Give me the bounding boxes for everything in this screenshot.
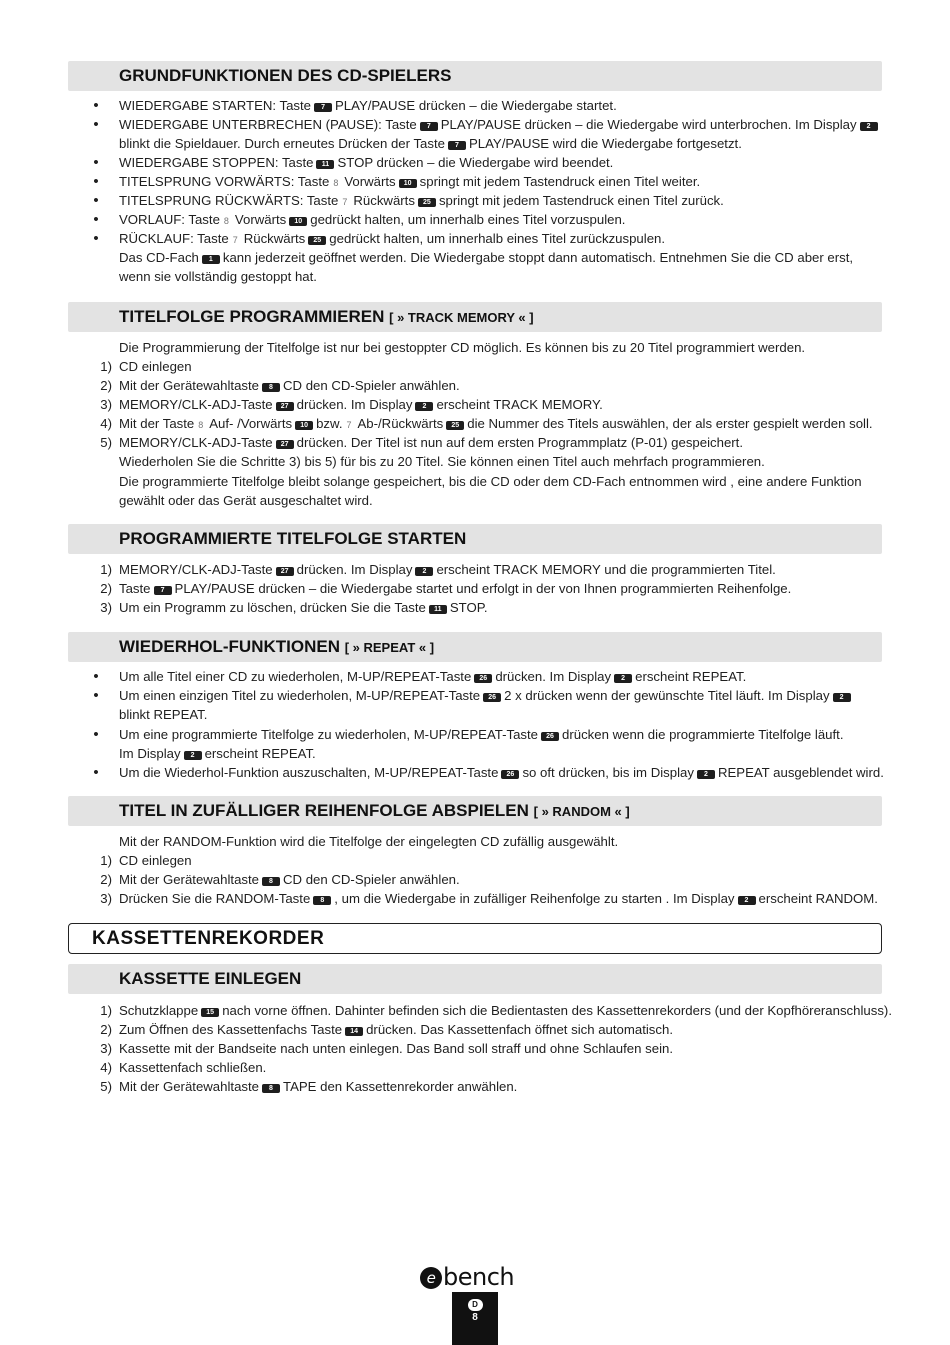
key-8-icon: 8 <box>262 877 280 886</box>
logo-mark-icon: e <box>420 1267 442 1289</box>
cd-line-rewind: RÜCKLAUF: Taste 7 Rückwärts 25 gedrückt halten, um innerhalb eines Titel zurückzuspulen. <box>119 231 666 246</box>
key-7-icon: 7 <box>420 122 438 131</box>
heading-subtitle: [ » RANDOM « ] <box>533 804 630 819</box>
step-number: 3) <box>100 600 112 615</box>
random-step-1: CD einlegen <box>119 853 192 868</box>
cassette-step-5: Mit der Gerätewahltaste 8 TAPE den Kassettenrekorder anwählen. <box>119 1079 518 1094</box>
cd-line-tray-cont: wenn sie vollständig gestoppt hat. <box>119 269 317 284</box>
bullet: • <box>93 726 99 743</box>
page-number-box <box>452 1292 498 1345</box>
bullet: • <box>93 192 99 209</box>
step-number: 1) <box>100 853 112 868</box>
key-8-icon: 8 <box>262 383 280 392</box>
cd-line-tray: Das CD-Fach 1 kann jederzeit geöffnet werden. Die Wiedergabe stoppt dann automatisch. Entnehmen Sie die CD aber erst, <box>119 250 854 265</box>
repeat-one-cont: blinkt REPEAT. <box>119 707 208 722</box>
prog-step-1: CD einlegen <box>119 359 192 374</box>
prog-note-3: gewählt oder das Gerät ausgeschaltet wird. <box>119 493 373 508</box>
key-26-icon: 26 <box>483 693 501 702</box>
key-26-icon: 26 <box>541 732 559 741</box>
section-heading-program-start <box>68 524 882 554</box>
key-2-icon: 2 <box>833 693 851 702</box>
key-11-icon: 11 <box>429 605 447 614</box>
start-step-3: Um ein Programm zu löschen, drücken Sie die Taste 11 STOP. <box>119 600 488 615</box>
prog-step-2: Mit der Gerätewahltaste 8 CD den CD-Spieler anwählen. <box>119 378 460 393</box>
repeat-off: Um die Wiederhol-Funktion auszuschalten, M-UP/REPEAT-Taste 26 so oft drücken, bis im Display 2 REPEAT ausgeblendet wird. <box>119 765 884 780</box>
heading-subtitle: [ » REPEAT « ] <box>344 640 435 655</box>
key-2-icon: 2 <box>415 402 433 411</box>
step-number: 3) <box>100 891 112 906</box>
key-27-icon: 27 <box>276 567 294 576</box>
key-10-icon: 10 <box>295 421 313 430</box>
prog-step-3: MEMORY/CLK-ADJ-Taste 27 drücken. Im Display 2 erscheint TRACK MEMORY. <box>119 397 603 412</box>
key-10-icon: 10 <box>399 179 417 188</box>
key-11-icon: 11 <box>316 160 334 169</box>
heading-text: PROGRAMMIERTE TITELFOLGE STARTEN <box>119 529 467 548</box>
step-number: 1) <box>100 562 112 577</box>
chapter-heading-cassette: KASSETTENREKORDER <box>68 923 882 954</box>
bullet: • <box>93 211 99 228</box>
key-2-icon: 2 <box>738 896 756 905</box>
key-25-icon: 25 <box>446 421 464 430</box>
section-heading-cd-basics <box>68 61 882 91</box>
key-8-icon: 8 <box>313 896 331 905</box>
key-2-icon: 2 <box>860 122 878 131</box>
repeat-one: Um einen einzigen Titel zu wiederholen, M-UP/REPEAT-Taste 26 2 x drücken wenn der gewünschte Titel läuft. Im Display 2 <box>119 686 909 705</box>
repeat-program: Um eine programmierte Titelfolge zu wiederholen, M-UP/REPEAT-Taste 26 drücken wenn die programmierte Titelfolge läuft. <box>119 727 844 742</box>
random-step-3: Drücken Sie die RANDOM-Taste 8 , um die Wiedergabe in zufälliger Reihenfolge zu starten . Im Display 2 erscheint RANDOM. <box>119 891 878 906</box>
step-number: 1) <box>100 359 112 374</box>
cd-line-skip-back: TITELSPRUNG RÜCKWÄRTS: Taste 7 Rückwärts 25 springt mit jedem Tastendruck einen Titel zurück. <box>119 193 724 208</box>
step-number: 2) <box>100 1022 112 1037</box>
key-7-icon: 7 <box>154 586 172 595</box>
cd-line-play: WIEDERGABE STARTEN: Taste 7 PLAY/PAUSE drücken – die Wiedergabe startet. <box>119 98 617 113</box>
key-14-icon: 14 <box>345 1027 363 1036</box>
logo-text: bench <box>443 1263 515 1291</box>
key-7-icon: 7 <box>448 141 466 150</box>
cassette-step-2: Zum Öffnen des Kassettenfachs Taste 14 drücken. Das Kassettenfach öffnet sich automatisch. <box>119 1022 673 1037</box>
bullet: • <box>93 230 99 247</box>
prog-step-5: MEMORY/CLK-ADJ-Taste 27 drücken. Der Titel ist nun auf dem ersten Programmplatz (P-01) gespeichert. <box>119 435 744 450</box>
cd-line-pause: WIEDERGABE UNTERBRECHEN (PAUSE): Taste 7 PLAY/PAUSE drücken – die Wiedergabe wird unterbrochen. Im Display 2 <box>119 115 909 134</box>
start-step-1: MEMORY/CLK-ADJ-Taste 27 drücken. Im Display 2 erscheint TRACK MEMORY und die programmierten Titel. <box>119 562 776 577</box>
prog-note-2: Die programmierte Titelfolge bleibt solange gespeichert, bis die CD oder dem CD-Fach entnommen wird , eine andere Funktion <box>119 474 862 489</box>
heading-text: TITELFOLGE PROGRAMMIEREN <box>119 307 385 326</box>
section-heading-repeat <box>68 632 882 662</box>
cd-line-pause-cont: blinkt die Spieldauer. Durch erneutes Drücken der Taste 7 PLAY/PAUSE wird die Wiedergabe fortgesetzt. <box>119 136 742 151</box>
key-7-icon: 7 <box>314 103 332 112</box>
key-2-icon: 2 <box>614 674 632 683</box>
repeat-all: Um alle Titel einer CD zu wiederholen, M-UP/REPEAT-Taste 26 drücken. Im Display 2 erscheint REPEAT. <box>119 669 747 684</box>
prog-note-1: Wiederholen Sie die Schritte 3) bis 5) für bis zu 20 Titel. Sie können einen Titel auch mehrfach programmieren. <box>119 454 765 469</box>
key-25-icon: 25 <box>418 198 436 207</box>
key-27-icon: 27 <box>276 402 294 411</box>
key-2-icon: 2 <box>415 567 433 576</box>
cd-line-stop: WIEDERGABE STOPPEN: Taste 11 STOP drücken – die Wiedergabe wird beendet. <box>119 155 614 170</box>
step-number: 1) <box>100 1003 112 1018</box>
key-26-icon: 26 <box>474 674 492 683</box>
section-heading-cassette-insert <box>68 964 882 994</box>
step-number: 2) <box>100 581 112 596</box>
cd-line-fast-forward: VORLAUF: Taste 8 Vorwärts 10 gedrückt halten, um innerhalb eines Titel vorzuspulen. <box>119 212 626 227</box>
step-number: 3) <box>100 1041 112 1056</box>
key-27-icon: 27 <box>276 440 294 449</box>
key-2-icon: 2 <box>697 770 715 779</box>
heading-text: KASSETTE EINLEGEN <box>119 969 302 988</box>
heading-subtitle: [ » TRACK MEMORY « ] <box>389 310 534 325</box>
step-number: 2) <box>100 378 112 393</box>
key-25-icon: 25 <box>308 236 326 245</box>
bullet: • <box>93 116 99 133</box>
key-10-icon: 10 <box>289 217 307 226</box>
step-number: 5) <box>100 435 112 450</box>
step-number: 4) <box>100 416 112 431</box>
bullet: • <box>93 97 99 114</box>
prog-step-4: Mit der Taste 8 Auf- /Vorwärts 10 bzw. 7 Ab-/Rückwärts 25 die Nummer des Titels auswählen, der als erster gespielt werden soll. <box>119 416 873 431</box>
key-26-icon: 26 <box>501 770 519 779</box>
language-badge: D <box>468 1299 483 1311</box>
cassette-step-1: Schutzklappe 15 nach vorne öffnen. Dahinter befinden sich die Bedientasten des Kassettenrekorders (und der Kopfhöreranschluss). <box>119 1003 892 1018</box>
heading-text: GRUNDFUNKTIONEN DES CD-SPIELERS <box>119 66 452 85</box>
heading-text: WIEDERHOL-FUNKTIONEN <box>119 637 340 656</box>
bullet: • <box>93 173 99 190</box>
section-heading-random <box>68 796 882 826</box>
start-step-2: Taste 7 PLAY/PAUSE drücken – die Wiedergabe startet und erfolgt in der von Ihnen programmierten Reihenfolge. <box>119 581 792 596</box>
bullet: • <box>93 764 99 781</box>
bullet: • <box>93 687 99 704</box>
bullet: • <box>93 668 99 685</box>
key-1-icon: 1 <box>202 255 220 264</box>
key-8-icon: 8 <box>262 1084 280 1093</box>
brand-logo <box>420 1262 540 1292</box>
repeat-program-cont: Im Display 2 erscheint REPEAT. <box>119 746 316 761</box>
step-number: 5) <box>100 1079 112 1094</box>
step-number: 3) <box>100 397 112 412</box>
random-intro: Mit der RANDOM-Funktion wird die Titelfolge der eingelegten CD zufällig ausgewählt. <box>119 834 619 849</box>
prog-intro: Die Programmierung der Titelfolge ist nur bei gestoppter CD möglich. Es können bis zu 20 Titel programmiert werden. <box>119 340 806 355</box>
random-step-2: Mit der Gerätewahltaste 8 CD den CD-Spieler anwählen. <box>119 872 460 887</box>
key-15-icon: 15 <box>201 1008 219 1017</box>
page-number: 8 <box>472 1312 478 1323</box>
key-2-icon: 2 <box>184 751 202 760</box>
section-heading-program <box>68 302 882 332</box>
heading-text: TITEL IN ZUFÄLLIGER REIHENFOLGE ABSPIELEN <box>119 801 529 820</box>
step-number: 4) <box>100 1060 112 1075</box>
bullet: • <box>93 154 99 171</box>
cassette-step-3: Kassette mit der Bandseite nach unten einlegen. Das Band soll straff und ohne Schlaufen sein. <box>119 1041 673 1056</box>
cassette-step-4: Kassettenfach schließen. <box>119 1060 267 1075</box>
step-number: 2) <box>100 872 112 887</box>
cd-line-skip-forward: TITELSPRUNG VORWÄRTS: Taste 8 Vorwärts 10 springt mit jedem Tastendruck einen Titel weiter. <box>119 174 701 189</box>
